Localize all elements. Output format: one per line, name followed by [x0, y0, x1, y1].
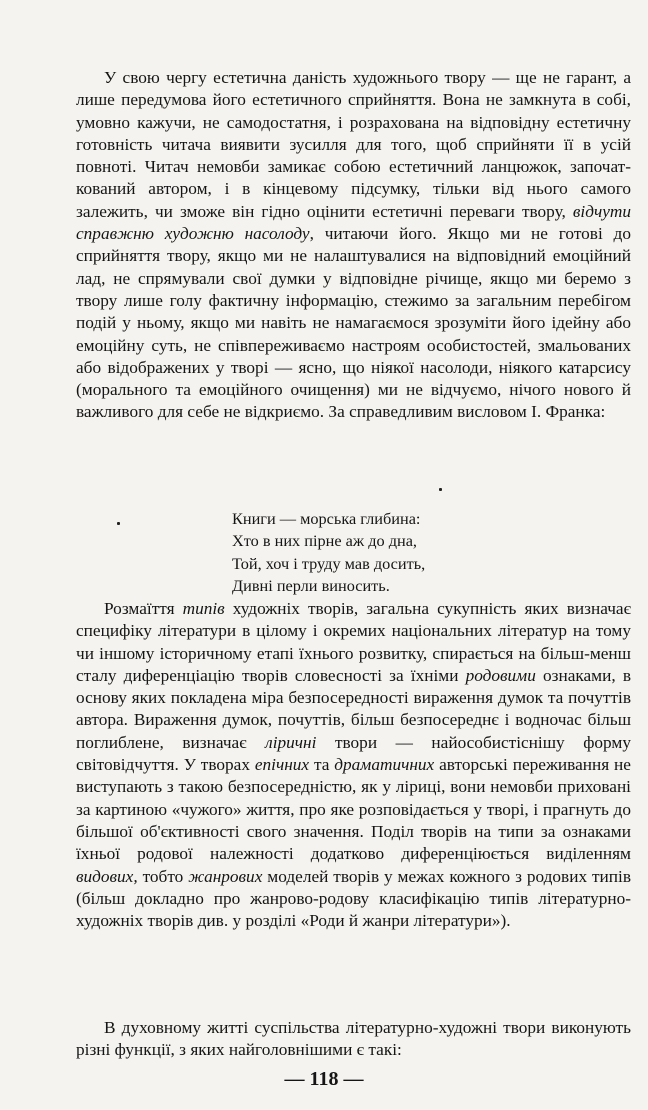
- poem-line: Дивні перли виносить.: [232, 575, 390, 595]
- paragraph-text: твори — найособистіснішу форму світовідчуття. У творах: [76, 732, 632, 775]
- italic-term: типів: [182, 599, 225, 618]
- poem-line: Той, хоч і труду мав досить,: [232, 553, 426, 573]
- italic-term: родовими: [465, 665, 536, 685]
- italic-phrase: відчути справжню художню насолоду: [76, 201, 631, 244]
- paragraph-text: Розмаїття: [104, 599, 183, 618]
- paragraph-text: та: [309, 755, 335, 775]
- paragraph-text: , читаючи його. Якщо ми не готові до сприйняття твору, якщо ми не налаштувалися на відповідний емоційний лад, не спрямували свої думки у відповідне річище, якщо ми беремо з твору лише голу фактичну інформацію, стежимо за загальним перебігом подій у ньому, якщо ми навіть не намагаємося зрозуміти його ідейну або емоційну суть, не співпереживаємо настроям особистостей, змальованих або відображених у творі — ясно, що ніякої насолоди, ніякого катарсису (морального та емоційного очищення) ми не відчуємо, нічого нового й важливого для себе не відкриємо. За справедливим висловом І. Франка:: [76, 224, 631, 422]
- italic-term: ліричні: [265, 732, 317, 752]
- paragraph-text: У свою чергу естетична даність художнього твору — ще не гарант, а лише передумова його естетичного сприйняття. Вона не замкнута в собі, умовно кажучи, не самодостатня, і розрахована на відповідну естетичну готовність читача виявити зусилля для того, щоб сприйняти її в усій повноті. Читач немовби замикає собою естетичний ланцюжок, започаткований автором, і в кінцевому підсумку, тільки від нього самого залежить, чи зможе він гідно оцінити естетичні переваги твору,: [76, 68, 631, 221]
- print-speck: [117, 522, 120, 525]
- poem-line: Книги — морська глибина:: [232, 509, 421, 528]
- paragraph-text: ознаками, в основу яких покладена міра безпосередності вираження думок та почуттів автора. Вираження думок, почуттів, більш безпосереднє і водночас більш поглиблене, визначає: [76, 665, 631, 752]
- paragraph-functions: [76, 1017, 631, 1062]
- poem-quote-franko: [232, 508, 425, 597]
- italic-term: епічних: [254, 755, 310, 775]
- italic-term: видових,: [76, 866, 138, 886]
- italic-term: жанрових: [188, 866, 263, 886]
- paragraph-text: В духовному житті суспільства літературно-художні твори виконують різні функції, з яких найголовнішими є такі:: [76, 1018, 631, 1060]
- paragraph-text: авторські переживання не виступають з такою безпосередністю, як у ліриці, вони немовби приховані за картиною «чужого» життя, про яке розповідається у творі, і прагнуть до більшої об'єктивності свого значення. Поділ творів на типи за ознаками їхньої родової належності додатково диференціюється виділенням: [76, 755, 631, 864]
- poem-line: Хто в них пірне аж до дна,: [232, 531, 417, 551]
- paragraph-text: моделей творів у межах кожного з родових типів (більш докладно про жанрово-родову класифікацію типів літературно-художніх творів див. у розділі «Роди й жанри літератури»).: [76, 866, 631, 931]
- paragraph-text: художніх творів, загальна сукупність яких визначає специфіку літератури в цілому і окремих національних літератур на тому чи іншому історичному етапі їхнього розвитку, спирається на більш-менш сталу диференціацію творів словесності за їхніми: [76, 599, 631, 685]
- page-number: — 118 —: [284, 1068, 364, 1090]
- italic-term: драматичних: [334, 755, 435, 775]
- paragraph-work-types: [76, 598, 631, 932]
- paragraph-text: тобто: [137, 866, 189, 886]
- print-speck: [439, 488, 442, 491]
- paragraph-aesthetic-perception: [76, 67, 631, 424]
